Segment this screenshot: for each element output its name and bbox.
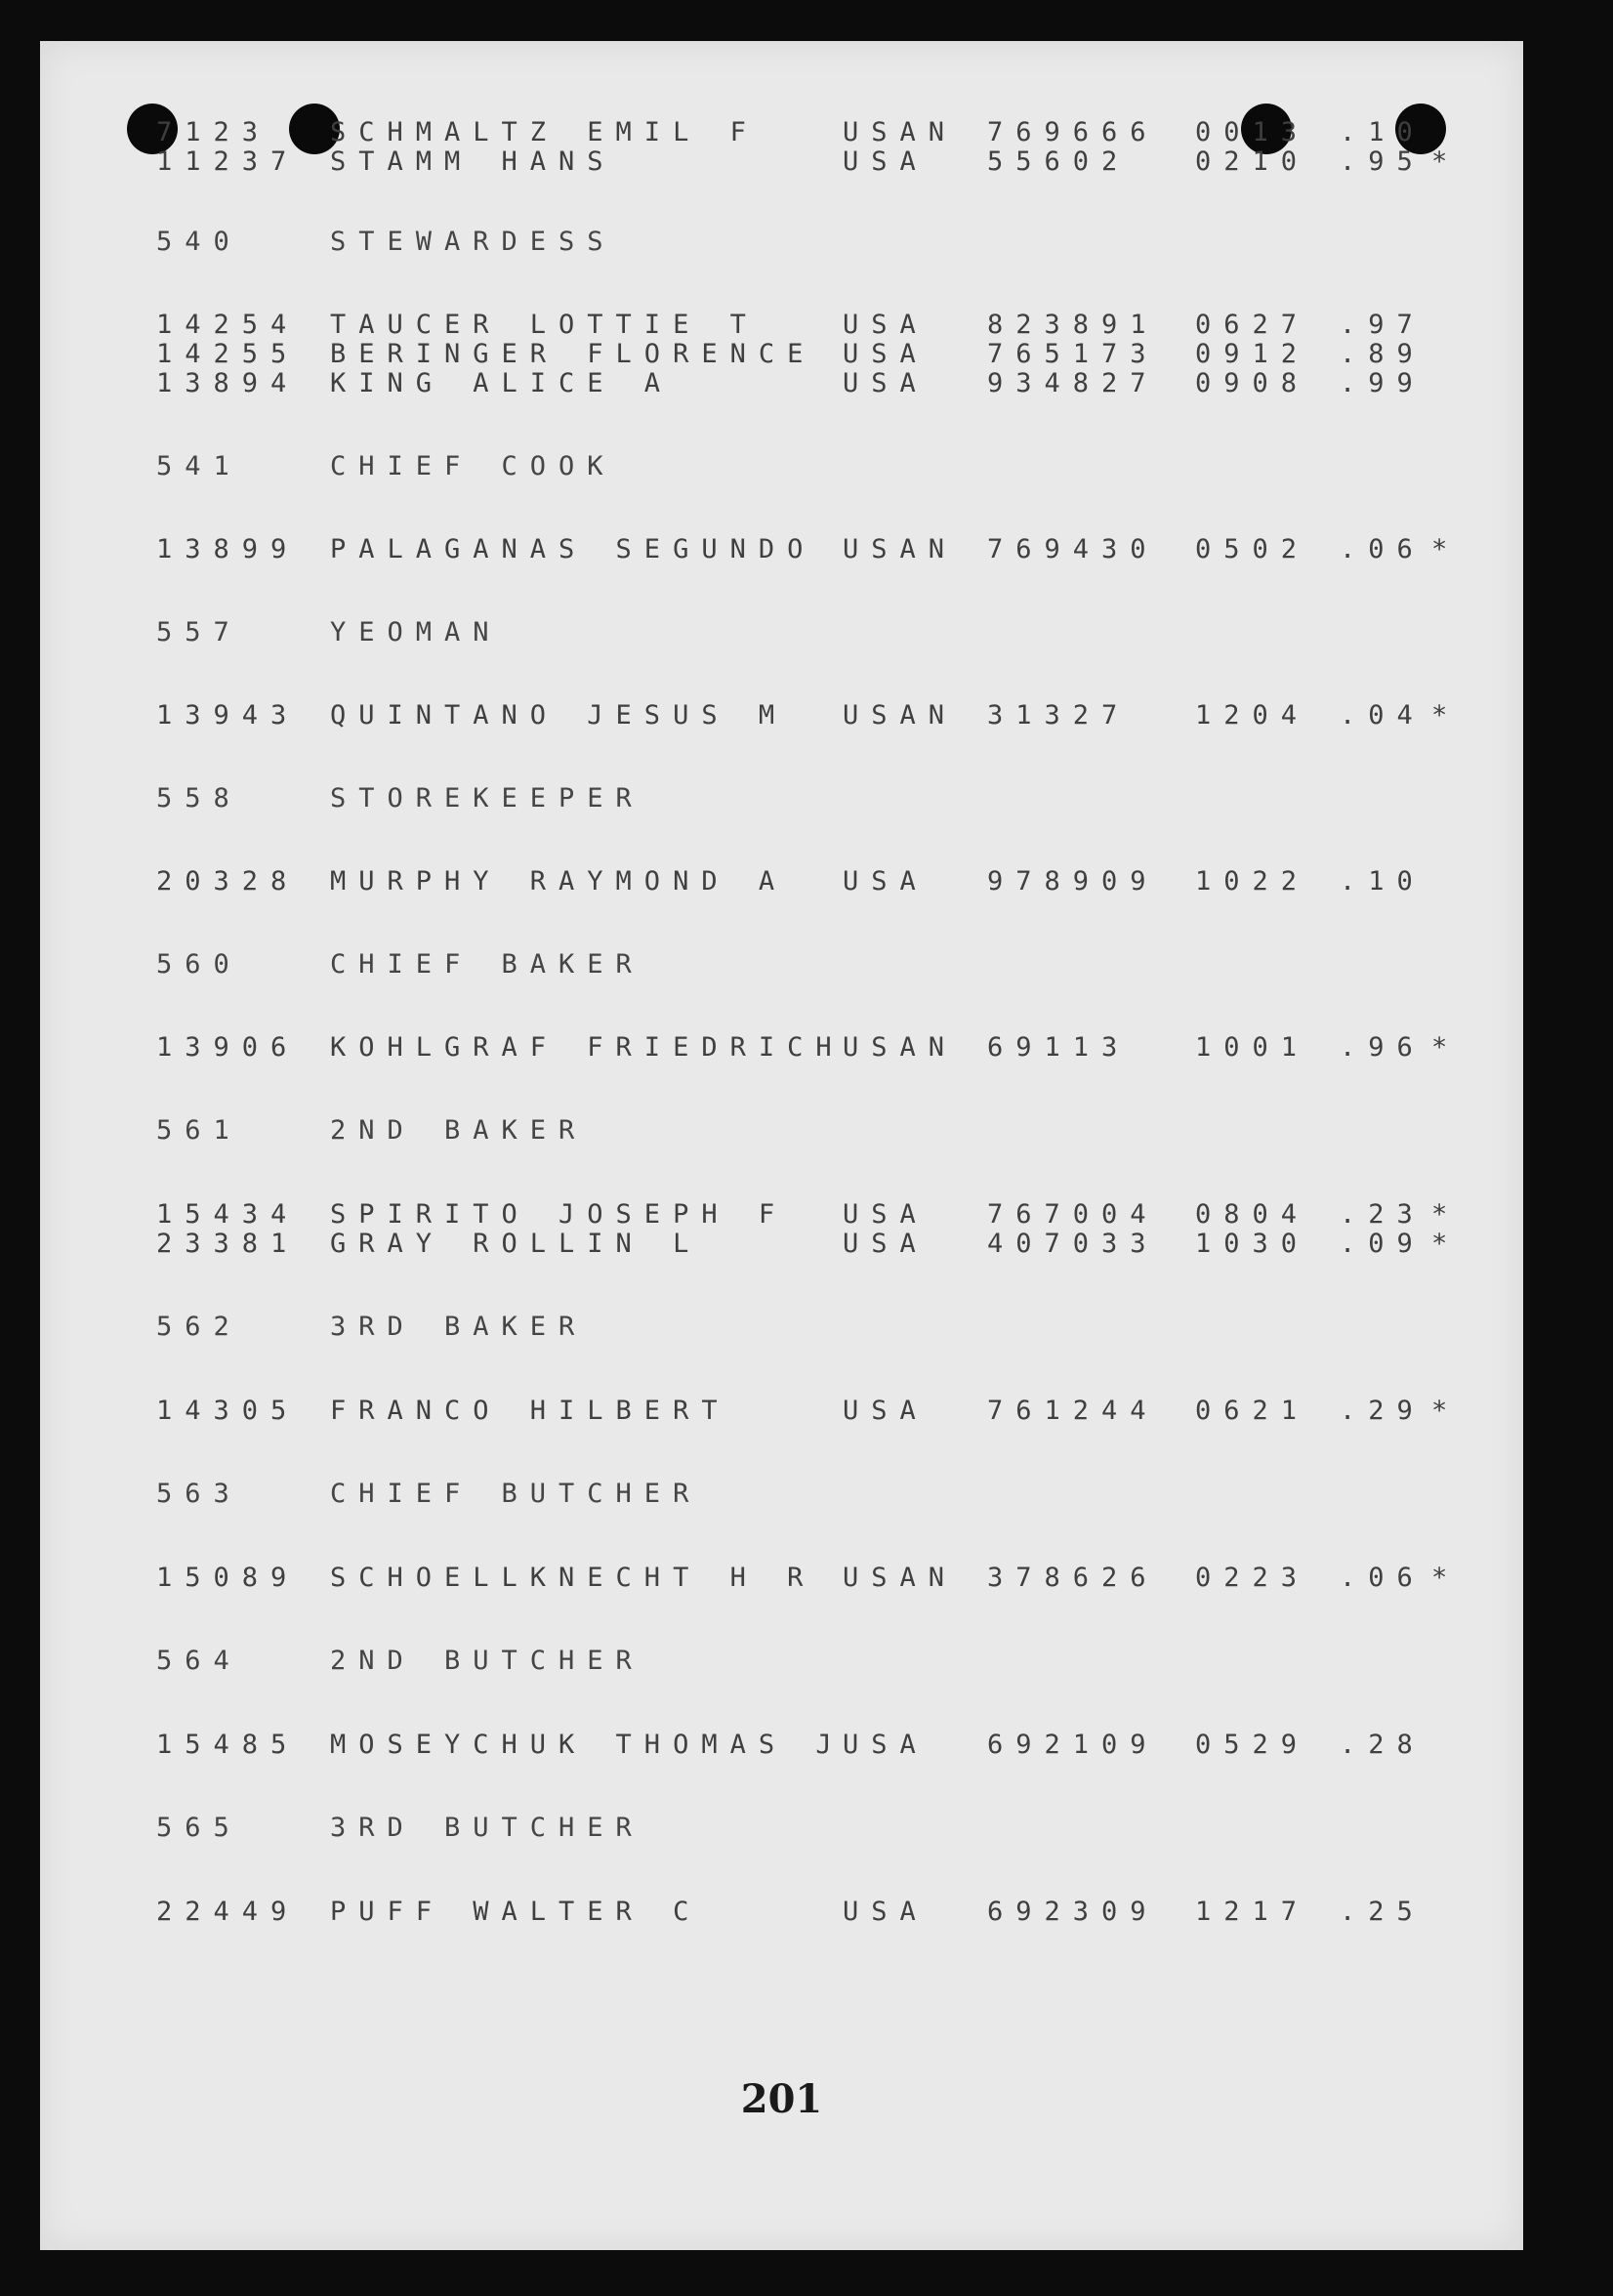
entry-citizenship: USA — [843, 1396, 929, 1426]
entry-value: .25 — [1340, 1897, 1426, 1927]
entry-date: 0502 — [1195, 534, 1310, 564]
entry-mark: * — [1431, 1563, 1448, 1593]
entry-number: 769430 — [987, 534, 1159, 564]
entry-value: .99 — [1340, 368, 1426, 398]
entry-id: 15434 — [156, 1199, 300, 1230]
entry-id: 13943 — [156, 700, 300, 731]
entry-mark: * — [1431, 1396, 1448, 1426]
entry-name: SCHMALTZ EMIL F — [330, 117, 759, 147]
section-code: 560 — [156, 949, 242, 980]
entry-date: 0529 — [1195, 1730, 1310, 1760]
entry-citizenship: USA — [843, 310, 929, 340]
entry-citizenship: USA — [843, 368, 929, 398]
section-code: 562 — [156, 1312, 242, 1342]
entry-mark: * — [1431, 700, 1448, 731]
entry-citizenship: USAN — [843, 117, 958, 147]
entry-number: 765173 — [987, 339, 1159, 369]
entry-value: .10 — [1340, 117, 1426, 147]
entry-name: PUFF WALTER C — [330, 1897, 702, 1927]
entry-name: KOHLGRAF FRIEDRICH — [330, 1032, 845, 1063]
entry-citizenship: USAN — [843, 534, 958, 564]
section-code: 541 — [156, 451, 242, 481]
entry-id: 15089 — [156, 1563, 300, 1593]
entry-number: 692309 — [987, 1897, 1159, 1927]
entry-citizenship: USA — [843, 339, 929, 369]
section-code: 565 — [156, 1813, 242, 1843]
entry-citizenship: USA — [843, 1897, 929, 1927]
section-code: 561 — [156, 1115, 242, 1146]
entry-citizenship: USA — [843, 1730, 929, 1760]
entry-name: STAMM HANS — [330, 146, 616, 177]
entry-value: .23 — [1340, 1199, 1426, 1230]
entry-value: .06 — [1340, 534, 1426, 564]
entry-id: 15485 — [156, 1730, 300, 1760]
entry-name: MOSEYCHUK THOMAS J — [330, 1730, 845, 1760]
entry-name: SPIRITO JOSEPH F — [330, 1199, 788, 1230]
entry-mark: * — [1431, 1199, 1448, 1230]
entry-value: .97 — [1340, 310, 1426, 340]
entry-id: 13894 — [156, 368, 300, 398]
section-title: 3RD BAKER — [330, 1312, 588, 1342]
section-code: 558 — [156, 783, 242, 814]
section-code: 563 — [156, 1479, 242, 1509]
entry-mark: * — [1431, 1032, 1448, 1063]
document-page — [40, 41, 1523, 2250]
entry-mark: * — [1431, 1229, 1448, 1259]
entry-id: 11237 — [156, 146, 300, 177]
section-code: 557 — [156, 617, 242, 647]
entry-mark: * — [1431, 534, 1448, 564]
entry-date: 0013 — [1195, 117, 1310, 147]
entry-date: 1204 — [1195, 700, 1310, 731]
section-title: STEWARDESS — [330, 227, 616, 257]
entry-number: 55602 — [987, 146, 1131, 177]
entry-value: .28 — [1340, 1730, 1426, 1760]
entry-id: 7123 — [156, 117, 271, 147]
entry-citizenship: USA — [843, 1229, 929, 1259]
entry-id: 14254 — [156, 310, 300, 340]
entry-id: 13899 — [156, 534, 300, 564]
section-title: 3RD BUTCHER — [330, 1813, 644, 1843]
entry-value: .95 — [1340, 146, 1426, 177]
entry-name: BERINGER FLORENCE — [330, 339, 816, 369]
entry-citizenship: USA — [843, 1199, 929, 1230]
entry-number: 767004 — [987, 1199, 1159, 1230]
entry-name: QUINTANO JESUS M — [330, 700, 788, 731]
entry-value: .29 — [1340, 1396, 1426, 1426]
entry-id: 13906 — [156, 1032, 300, 1063]
entry-citizenship: USA — [843, 146, 929, 177]
entry-number: 761244 — [987, 1396, 1159, 1426]
entry-date: 0627 — [1195, 310, 1310, 340]
section-code: 564 — [156, 1646, 242, 1676]
entry-date: 0210 — [1195, 146, 1310, 177]
entry-date: 1030 — [1195, 1229, 1310, 1259]
entry-value: .96 — [1340, 1032, 1426, 1063]
section-title: CHIEF COOK — [330, 451, 616, 481]
entry-number: 934827 — [987, 368, 1159, 398]
entry-name: SCHOELLKNECHT H R — [330, 1563, 816, 1593]
entry-id: 22449 — [156, 1897, 300, 1927]
entry-date: 1001 — [1195, 1032, 1310, 1063]
entry-id: 14255 — [156, 339, 300, 369]
entry-number: 31327 — [987, 700, 1131, 731]
section-title: 2ND BUTCHER — [330, 1646, 644, 1676]
entry-date: 1217 — [1195, 1897, 1310, 1927]
entry-citizenship: USAN — [843, 700, 958, 731]
entry-value: .06 — [1340, 1563, 1426, 1593]
entry-number: 407033 — [987, 1229, 1159, 1259]
entry-citizenship: USAN — [843, 1563, 958, 1593]
entry-id: 20328 — [156, 866, 300, 897]
entry-number: 823891 — [987, 310, 1159, 340]
entry-date: 0621 — [1195, 1396, 1310, 1426]
entry-name: PALAGANAS SEGUNDO — [330, 534, 816, 564]
entry-name: TAUCER LOTTIE T — [330, 310, 759, 340]
entry-date: 0912 — [1195, 339, 1310, 369]
entry-number: 378626 — [987, 1563, 1159, 1593]
entry-name: FRANCO HILBERT — [330, 1396, 730, 1426]
entry-mark: * — [1431, 146, 1448, 177]
entry-citizenship: USA — [843, 866, 929, 897]
entry-number: 692109 — [987, 1730, 1159, 1760]
entry-value: .04 — [1340, 700, 1426, 731]
entry-name: MURPHY RAYMOND A — [330, 866, 788, 897]
entry-name: KING ALICE A — [330, 368, 674, 398]
entry-id: 23381 — [156, 1229, 300, 1259]
page-number: 201 — [740, 2076, 823, 2122]
entry-value: .10 — [1340, 866, 1426, 897]
entry-value: .09 — [1340, 1229, 1426, 1259]
section-title: CHIEF BUTCHER — [330, 1479, 702, 1509]
entry-value: .89 — [1340, 339, 1426, 369]
entry-number: 978909 — [987, 866, 1159, 897]
entry-date: 0908 — [1195, 368, 1310, 398]
entry-number: 69113 — [987, 1032, 1131, 1063]
section-title: CHIEF BAKER — [330, 949, 644, 980]
entry-number: 769666 — [987, 117, 1159, 147]
entry-name: GRAY ROLLIN L — [330, 1229, 702, 1259]
section-title: YEOMAN — [330, 617, 502, 647]
entry-id: 14305 — [156, 1396, 300, 1426]
entry-date: 1022 — [1195, 866, 1310, 897]
section-code: 540 — [156, 227, 242, 257]
entry-date: 0223 — [1195, 1563, 1310, 1593]
entry-citizenship: USAN — [843, 1032, 958, 1063]
entry-date: 0804 — [1195, 1199, 1310, 1230]
section-title: 2ND BAKER — [330, 1115, 588, 1146]
section-title: STOREKEEPER — [330, 783, 644, 814]
